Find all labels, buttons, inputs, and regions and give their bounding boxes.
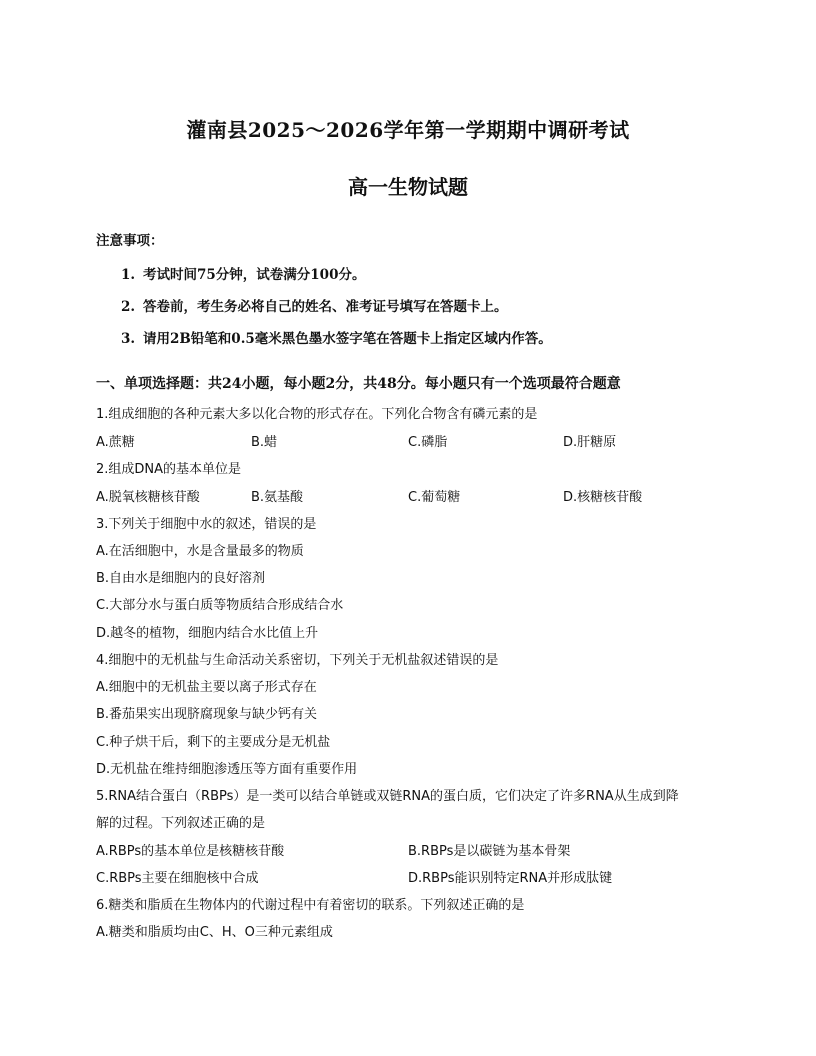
q3-option-b: B.自由水是细胞内的良好溶剂 xyxy=(96,571,266,586)
exam-title: 灌南县2025～2026学年第一学期期中调研考试 xyxy=(186,118,630,142)
notice-item-number: 2. xyxy=(121,299,136,315)
q4-option-d: D.无机盐在维持细胞渗透压等方面有重要作用 xyxy=(96,762,358,777)
q5-option-a: A.RBPs的基本单位是核糖核苷酸 xyxy=(96,844,285,859)
exam-subtitle: 高一生物试题 xyxy=(348,175,468,199)
question-stem-6: 6.糖类和脂质在生物体内的代谢过程中有着密切的联系。下列叙述正确的是 xyxy=(96,898,525,913)
question-stem-4: 4.细胞中的无机盐与生命活动关系密切，下列关于无机盐叙述错误的是 xyxy=(96,653,499,668)
q5-option-d: D.RBPs能识别特定RNA并形成肽键 xyxy=(408,871,613,886)
q2-option-c: C.葡萄糖 xyxy=(408,490,461,505)
notice-item-number: 3. xyxy=(121,331,136,347)
q1-option-b: B.蜡 xyxy=(251,435,278,450)
notice-item-text: 考试时间75分钟，试卷满分100分。 xyxy=(143,267,366,283)
q3-option-a: A.在活细胞中，水是含量最多的物质 xyxy=(96,544,304,559)
question-stem-1: 1.组成细胞的各种元素大多以化合物的形式存在。下列化合物含有磷元素的是 xyxy=(96,407,538,422)
q4-option-b: B.番茄果实出现脐腐现象与缺少钙有关 xyxy=(96,707,318,722)
q4-option-a: A.细胞中的无机盐主要以离子形式存在 xyxy=(96,680,317,695)
q2-option-a: A.脱氧核糖核苷酸 xyxy=(96,490,200,505)
q5-option-c: C.RBPs主要在细胞核中合成 xyxy=(96,871,259,886)
notice-heading: 注意事项： xyxy=(96,233,164,249)
question-stem-5-line2: 解的过程。下列叙述正确的是 xyxy=(96,816,266,831)
question-stem-3: 3.下列关于细胞中水的叙述，错误的是 xyxy=(96,517,317,532)
question-stem-5-line1: 5.RNA结合蛋白（RBPs）是一类可以结合单链或双链RNA的蛋白质，它们决定了许多RNA从生成到降 xyxy=(96,789,679,804)
notice-item-text: 答卷前，考生务必将自己的姓名、准考证号填写在答题卡上。 xyxy=(143,299,508,315)
notice-item-number: 1. xyxy=(121,267,136,283)
section-heading: 一、单项选择题：共24小题，每小题2分，共48分。每小题只有一个选项最符合题意 xyxy=(96,376,621,392)
q1-option-a: A.蔗糖 xyxy=(96,435,135,450)
q2-option-d: D.核糖核苷酸 xyxy=(563,490,643,505)
notice-item xyxy=(121,295,508,315)
q3-option-d: D.越冬的植物，细胞内结合水比值上升 xyxy=(96,626,319,641)
notice-item xyxy=(121,263,365,283)
question-stem-2: 2.组成DNA的基本单位是 xyxy=(96,462,242,477)
q4-option-c: C.种子烘干后，剩下的主要成分是无机盐 xyxy=(96,735,331,750)
q3-option-c: C.大部分水与蛋白质等物质结合形成结合水 xyxy=(96,598,344,613)
q5-option-b: B.RBPs是以碳链为基本骨架 xyxy=(408,844,571,859)
notice-item-text: 请用2B铅笔和0.5毫米黑色墨水签字笔在答题卡上指定区域内作答。 xyxy=(143,331,552,347)
q1-option-d: D.肝糖原 xyxy=(563,435,617,450)
q6-option-a: A.糖类和脂质均由C、H、O三种元素组成 xyxy=(96,925,333,940)
q2-option-b: B.氨基酸 xyxy=(251,490,304,505)
notice-item xyxy=(121,327,552,347)
q1-option-c: C.磷脂 xyxy=(408,435,448,450)
